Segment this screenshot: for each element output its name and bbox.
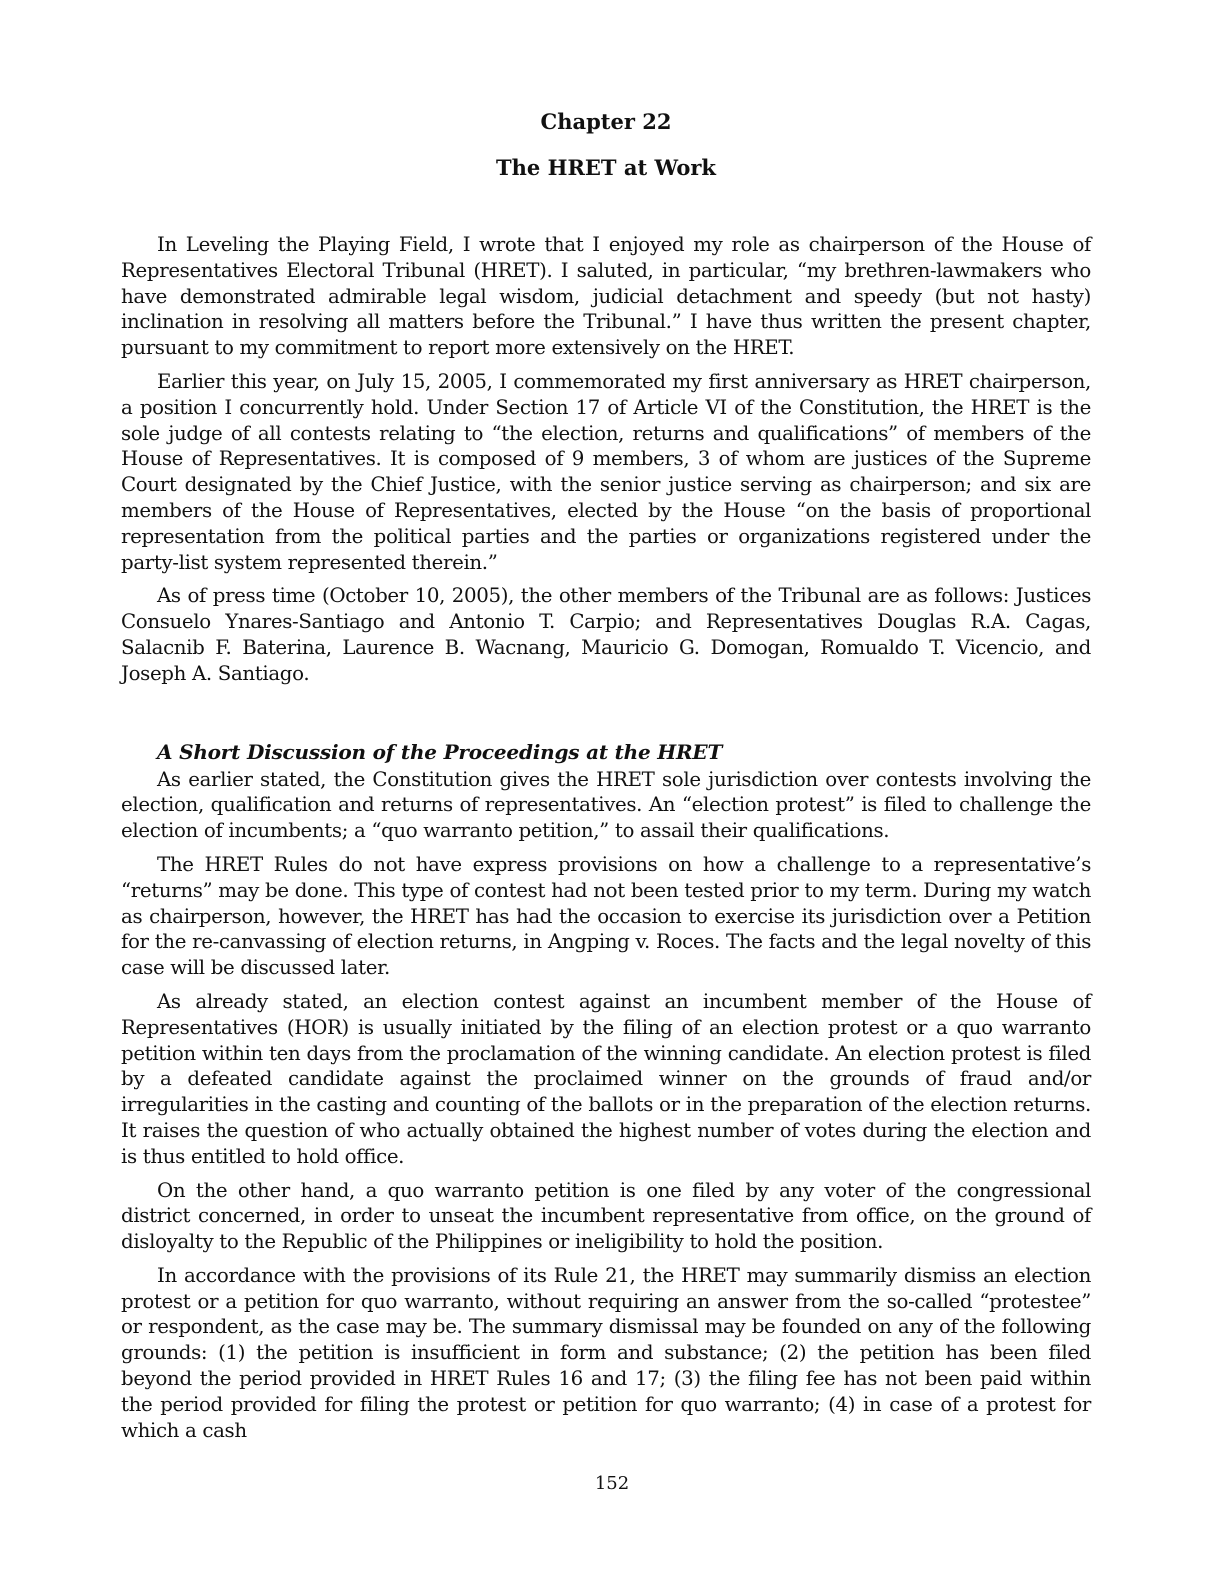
section-heading: A Short Discussion of the Proceedings at the HRET	[157, 739, 723, 764]
paragraph: As of press time (October 10, 2005), the other members of the Tribunal are as follows: Justices Consuelo Ynares-Santiago and Antonio T. Carpio; and Representatives Douglas R.A. Cagas, Salacnib F. Baterina, Laurence B. Wacnang, Mauricio G. Domogan, Romualdo T. Vicencio, and Joseph A. Santiago.	[121, 584, 1091, 685]
paragraph: The HRET Rules do not have express provisions on how a challenge to a representative’s “returns” may be done. This type of contest had not been tested prior to my term. During my watch as chairperson, however, the HRET has had the occasion to exercise its jurisdiction over a Petition for the re-canvassing of election returns, in Angping v. Roces. The facts and the legal novelty of this case will be discussed later.	[121, 852, 1091, 980]
paragraph: As earlier stated, the Constitution gives the HRET sole jurisdiction over contests involving the election, qualification and returns of representatives. An “election protest” is filed to challenge the election of incumbents; a “quo warranto petition,” to assail their qualifications.	[121, 767, 1091, 843]
paragraph: On the other hand, a quo warranto petition is one filed by any voter of the congressional district concerned, in order to unseat the incumbent representative from office, on the ground of disloyalty to the Republic of the Philippines or ineligibility to hold the position.	[121, 1178, 1091, 1254]
paragraph: Earlier this year, on July 15, 2005, I commemorated my first anniversary as HRET chairperson, a position I concurrently hold. Under Section 17 of Article VI of the Constitution, the HRET is the sole judge of all contests relating to “the election, returns and qualifications” of members of the House of Representatives. It is composed of 9 members, 3 of whom are justices of the Supreme Court designated by the Chief Justice, with the senior justice serving as chairperson; and six are members of the House of Representatives, elected by the House “on the basis of proportional representation from the political parties and the parties or organizations registered under the party-list system represented therein.”	[121, 369, 1091, 574]
paragraph: In Leveling the Playing Field, I wrote that I enjoyed my role as chairperson of the House of Representatives Electoral Tribunal (HRET). I saluted, in particular, “my brethren-lawmakers who have demonstrated admirable legal wisdom, judicial detachment and speedy (but not hasty) inclination in resolving all matters before the Tribunal.” I have thus written the present chapter, pursuant to my commitment to report more extensively on the HRET.	[121, 233, 1091, 360]
page-number: 152	[594, 1473, 630, 1494]
document-page	[121, 108, 1091, 1451]
paragraph: As already stated, an election contest against an incumbent member of the House of Representatives (HOR) is usually initiated by the filing of an election protest or a quo warranto petition within ten days from the proclamation of the winning candidate. An election protest is filed by a defeated candidate against the proclaimed winner on the grounds of fraud and/or irregularities in the casting and counting of the ballots or in the preparation of the election returns. It raises the question of who actually obtained the highest number of votes during the election and is thus entitled to hold office.	[121, 989, 1091, 1168]
chapter-title: The HRET at Work	[496, 155, 716, 180]
paragraph: In accordance with the provisions of its Rule 21, the HRET may summarily dismiss an election protest or a petition for quo warranto, without requiring an answer from the so-called “protestee” or respondent, as the case may be. The summary dismissal may be founded on any of the following grounds: (1) the petition is insufficient in form and substance; (2) the petition has been filed beyond the period provided in HRET Rules 16 and 17; (3) the filing fee has not been paid within the period provided for filing the protest or petition for quo warranto; (4) in case of a protest for which a cash	[121, 1263, 1091, 1442]
chapter-number: Chapter 22	[540, 109, 672, 134]
